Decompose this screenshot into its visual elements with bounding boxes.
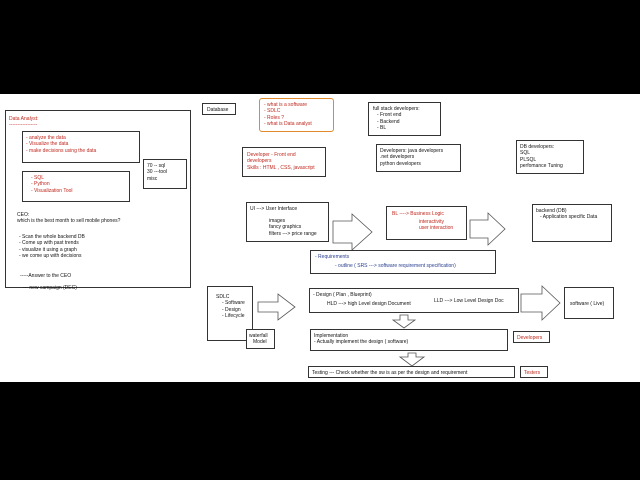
sdlc-line: SDLC — [216, 294, 230, 300]
arrow-design-to-implementation — [393, 315, 415, 328]
testing-box — [308, 366, 515, 378]
arrow-design-to-live — [521, 286, 560, 320]
waterfall-line: Model — [253, 339, 267, 346]
bl-heading: BL ----> Business Logic — [392, 211, 444, 217]
tool-share-line: 30 ---tool — [147, 169, 168, 176]
analysis-step: - we come up with decisions — [19, 253, 82, 260]
implementation-line: - Actually implement the design ( software) — [314, 339, 409, 346]
arrow-sdlc-to-design — [258, 294, 295, 320]
db-dev-line: perfomance Tuning — [520, 163, 563, 170]
questions-box — [259, 98, 334, 132]
analyst-task: - analyze the data — [26, 135, 66, 141]
ui-box — [246, 202, 329, 242]
implementation-line: Implementation — [314, 333, 349, 339]
analyst-tasks — [26, 135, 96, 154]
analyst-tasks-box — [22, 131, 140, 163]
analysis-steps — [19, 234, 85, 260]
sdlc-text — [216, 294, 245, 320]
frontend-dev-line: Skills : HTML , CSS, javascript — [247, 164, 315, 171]
database-label: Database — [207, 107, 229, 113]
question-item: - Roles ? — [264, 114, 285, 121]
waterfall-box — [246, 329, 275, 349]
tool-share-line: misc — [147, 175, 158, 182]
frontend-dev-text — [247, 152, 315, 171]
frontend-dev-line: developers — [247, 158, 272, 165]
ceo-line: which is the best month to sell mobile phones? — [17, 218, 121, 225]
backend-dev-text — [380, 148, 443, 167]
design-title: - Design ( Plan , Blueprint) — [313, 292, 372, 298]
bl-item: interactivity — [419, 219, 445, 225]
answer-to-ceo: -----Answer to the CEO — [20, 273, 72, 279]
backend-db-line: backend (DB) — [536, 208, 567, 214]
analyst-tools — [31, 175, 73, 194]
backend-db-text — [536, 208, 597, 221]
diagram-canvas — [0, 94, 640, 382]
full-stack-item: full stack developers: — [373, 106, 420, 112]
design-lld: LLD ---> Low Level Design Doc — [434, 298, 504, 304]
question-item: - SDLC — [264, 108, 281, 115]
bl-items — [419, 219, 453, 232]
frontend-dev-line: Developer - Front end — [247, 152, 296, 158]
software-live-box — [564, 287, 614, 319]
tool-share-box — [143, 159, 187, 189]
tool-share — [147, 163, 167, 182]
analysis-step: - visualize it using a graph — [19, 246, 77, 253]
backend-dev-line: .net developers — [380, 154, 415, 161]
analyst-tool: - Python — [31, 181, 50, 188]
full-stack-item: - BL — [377, 125, 387, 132]
full-stack-item: - Backend — [377, 118, 400, 125]
bl-box — [386, 206, 467, 240]
requirements-heading: - Requirements — [315, 254, 350, 260]
requirements-outline: - outline ( SRS ---> software requirement specification) — [335, 263, 456, 269]
ui-items — [269, 218, 317, 237]
testers-role-label: Testers — [524, 370, 541, 376]
analyst-tool: - Visualization Tool — [31, 187, 73, 194]
data-analyst-title: Data Analyst: — [9, 116, 39, 122]
full-stack-list — [373, 106, 420, 132]
software-live-label: software ( Live) — [570, 301, 605, 307]
db-dev-text — [520, 144, 563, 170]
ceo-question — [17, 212, 120, 225]
database-box — [202, 103, 236, 115]
developers-role-label: Developers — [517, 335, 543, 341]
arrow-bl-to-backend — [470, 213, 505, 245]
implementation-box — [310, 329, 508, 351]
question-item: - what is a software — [264, 102, 308, 108]
full-stack-item: - Front end — [377, 112, 402, 119]
implementation-text — [314, 333, 408, 346]
design-box — [309, 288, 519, 313]
data-analyst-underline: ----------------- — [9, 122, 38, 128]
developers-role-box — [513, 331, 550, 343]
sdlc-line: - Software — [222, 300, 245, 307]
waterfall-line: waterfall — [249, 333, 268, 339]
ui-item: images — [269, 218, 286, 224]
analyst-task: - make decisions using the data — [26, 147, 97, 154]
analyst-task: - Visualize the data — [26, 141, 69, 148]
backend-dev-line: Developers: java developers — [380, 148, 444, 154]
questions-list — [264, 102, 312, 128]
new-campaign: --- new campaign (DEC) — [23, 285, 77, 291]
backend-db-box — [532, 204, 612, 242]
frontend-dev-box — [242, 147, 326, 177]
db-dev-line: SQL — [520, 150, 531, 157]
ui-item: filters ---> price range — [269, 230, 317, 237]
full-stack-box — [368, 102, 441, 136]
backend-dev-line: python developers — [380, 160, 421, 167]
ceo-line: CEO: — [17, 212, 30, 218]
tool-share-line: 70 -- sql — [147, 163, 166, 169]
waterfall-text — [249, 333, 268, 346]
arrow-ui-to-bl — [333, 214, 372, 250]
db-dev-box — [516, 140, 584, 174]
backend-db-line: - Application specific Data — [540, 214, 598, 221]
ui-heading: UI ---> User Interface — [250, 206, 298, 212]
sdlc-line: - Design — [222, 306, 241, 313]
bl-item: user interaction — [419, 225, 454, 232]
testing-text: Testing --- Check whether the sw is as per the design and requirement — [312, 370, 468, 376]
analyst-tools-box — [22, 171, 130, 202]
design-hld: HLD ---> high Level design Document — [327, 301, 411, 307]
sdlc-line: - Lifecycle — [222, 313, 245, 320]
arrow-implementation-to-testing — [400, 353, 424, 366]
testers-role-box — [520, 366, 548, 378]
requirements-box — [310, 250, 496, 274]
db-dev-line: PLSQL — [520, 156, 537, 163]
analysis-step: - Scan the whole backend DB — [19, 234, 85, 240]
question-item: - what is Data analyst — [264, 121, 312, 128]
db-dev-line: DB developers: — [520, 144, 555, 150]
backend-dev-box — [376, 144, 461, 172]
analyst-tool: - SQL — [31, 175, 45, 181]
ui-item: fancy graphics — [269, 224, 302, 231]
data-analyst-panel — [5, 110, 191, 291]
analysis-step: - Come up with past trends — [19, 240, 79, 247]
